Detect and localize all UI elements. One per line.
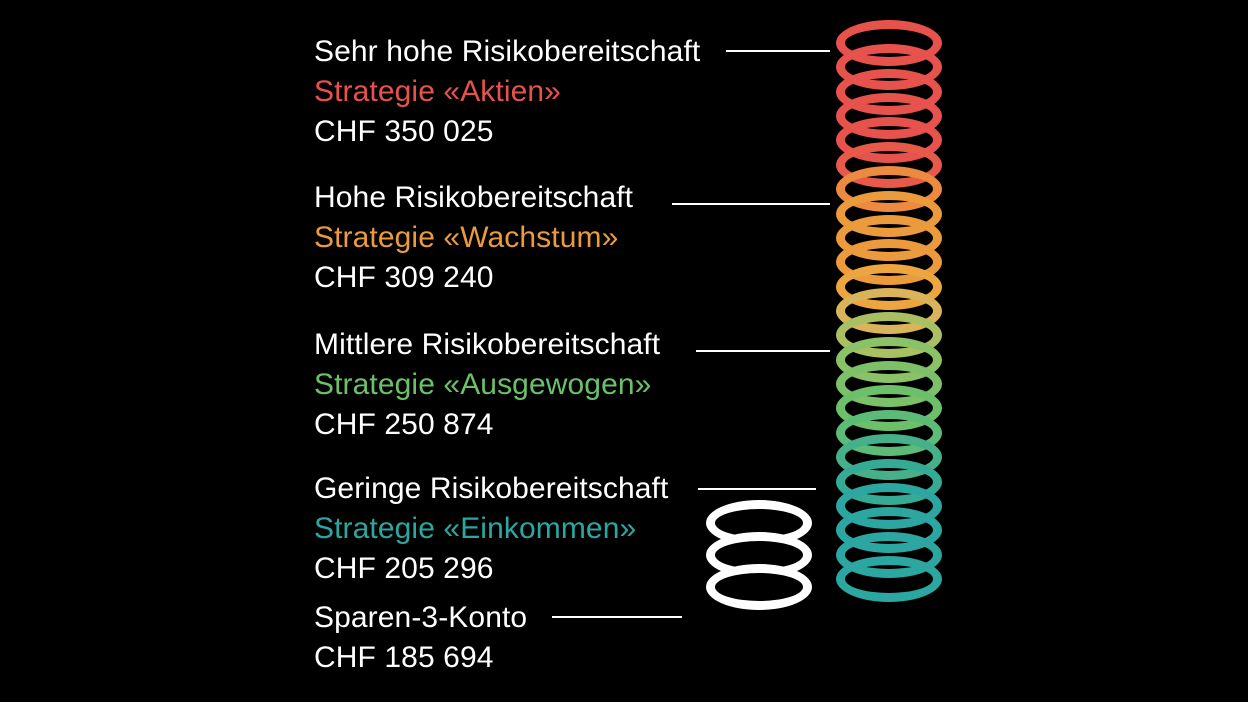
risk-label: Mittlere Risikobereitschaft: [314, 328, 661, 361]
coin-stack-white: [706, 500, 812, 610]
amount-label: CHF 309 240: [314, 261, 494, 294]
label-group-wachstum: [314, 178, 633, 298]
risk-label: Hohe Risikobereitschaft: [314, 181, 634, 214]
strategy-label: Sparen-3-Konto: [314, 601, 528, 634]
coin-ring-white: [706, 564, 812, 610]
label-group-sparen3: [314, 598, 527, 678]
leader-line-4: [698, 488, 816, 490]
leader-line-3: [696, 350, 830, 352]
risk-label: Geringe Risikobereitschaft: [314, 472, 669, 505]
label-group-einkommen: [314, 469, 668, 589]
label-group-ausgewogen: [314, 325, 660, 445]
amount-label: CHF 350 025: [314, 115, 494, 148]
coin-stack-colored: [836, 20, 942, 602]
amount-label: CHF 185 694: [314, 641, 494, 674]
strategy-label: Strategie «Wachstum»: [314, 221, 619, 254]
leader-line-1: [726, 50, 830, 52]
amount-label: CHF 250 874: [314, 408, 494, 441]
strategy-label: Strategie «Einkommen»: [314, 512, 637, 545]
amount-label: CHF 205 296: [314, 552, 494, 585]
strategy-label: Strategie «Aktien»: [314, 75, 561, 108]
strategy-label: Strategie «Ausgewogen»: [314, 368, 652, 401]
leader-line-5: [552, 616, 682, 618]
label-group-aktien: [314, 32, 700, 152]
leader-line-2: [672, 203, 830, 205]
risk-label: Sehr hohe Risikobereitschaft: [314, 35, 701, 68]
coin-ring: [836, 556, 942, 602]
